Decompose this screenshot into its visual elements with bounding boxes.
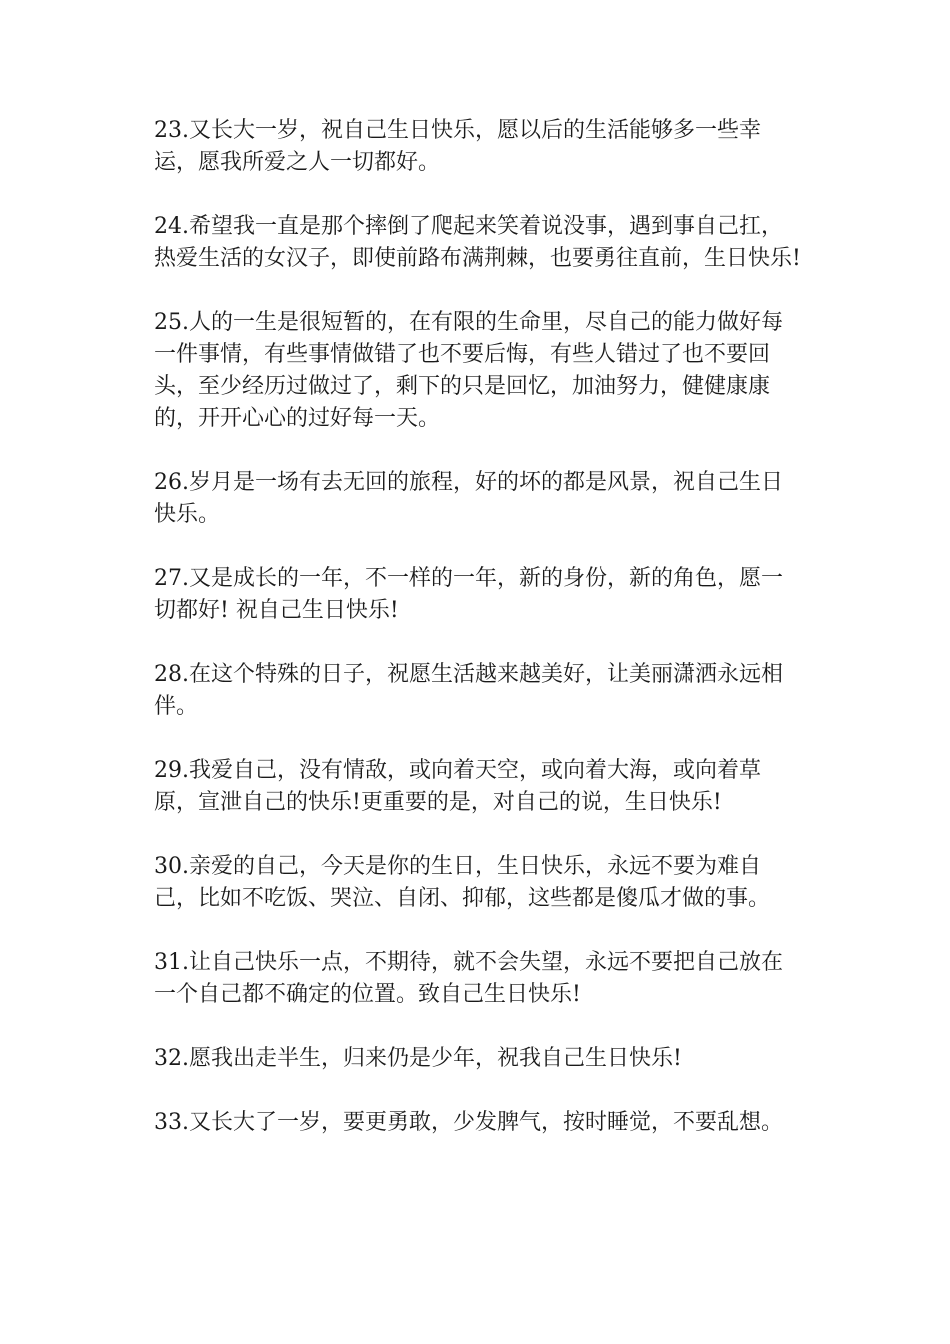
document-body: [154, 115, 804, 1171]
wish-entry-26: 26.岁月是一场有去无回的旅程，好的坏的都是风景，祝自己生日快乐。: [154, 470, 783, 527]
wish-entry-29: 29.我爱自己，没有情敌，或向着天空，或向着大海，或向着草原，宣泄自己的快乐!更重要的是，对自己的说，生日快乐!: [154, 758, 761, 815]
wish-entry-31: 31.让自己快乐一点，不期待，就不会失望，永远不要把自己放在一个自己都不确定的位置。致自己生日快乐!: [154, 950, 783, 1007]
wish-entry-33: 33.又长大了一岁，要更勇敢，少发脾气，按时睡觉，不要乱想。: [154, 1110, 783, 1135]
wish-entry-28: 28.在这个特殊的日子，祝愿生活越来越美好，让美丽潇洒永远相伴。: [154, 662, 783, 719]
wish-entry-25: 25.人的一生是很短暂的，在有限的生命里，尽自己的能力做好每一件事情，有些事情做错了也不要后悔，有些人错过了也不要回头，至少经历过做过了，剩下的只是回忆，加油努力，健健康康的，开开心心的过好每一天。: [154, 310, 783, 431]
wish-entry-23: 23.又长大一岁，祝自己生日快乐，愿以后的生活能够多一些幸运，愿我所爱之人一切都好。: [154, 118, 761, 175]
wish-entry-27: 27.又是成长的一年，不一样的一年，新的身份，新的角色，愿一切都好! 祝自己生日快乐!: [154, 566, 783, 623]
wish-entry-24: 24.希望我一直是那个摔倒了爬起来笑着说没事，遇到事自己扛，热爱生活的女汉子，即使前路布满荆棘，也要勇往直前，生日快乐!: [154, 214, 801, 271]
wish-entry-30: 30.亲爱的自己，今天是你的生日，生日快乐，永远不要为难自己，比如不吃饭、哭泣、自闭、抑郁，这些都是傻瓜才做的事。: [154, 854, 771, 911]
wish-entry-32: 32.愿我出走半生，归来仍是少年，祝我自己生日快乐!: [154, 1046, 682, 1071]
